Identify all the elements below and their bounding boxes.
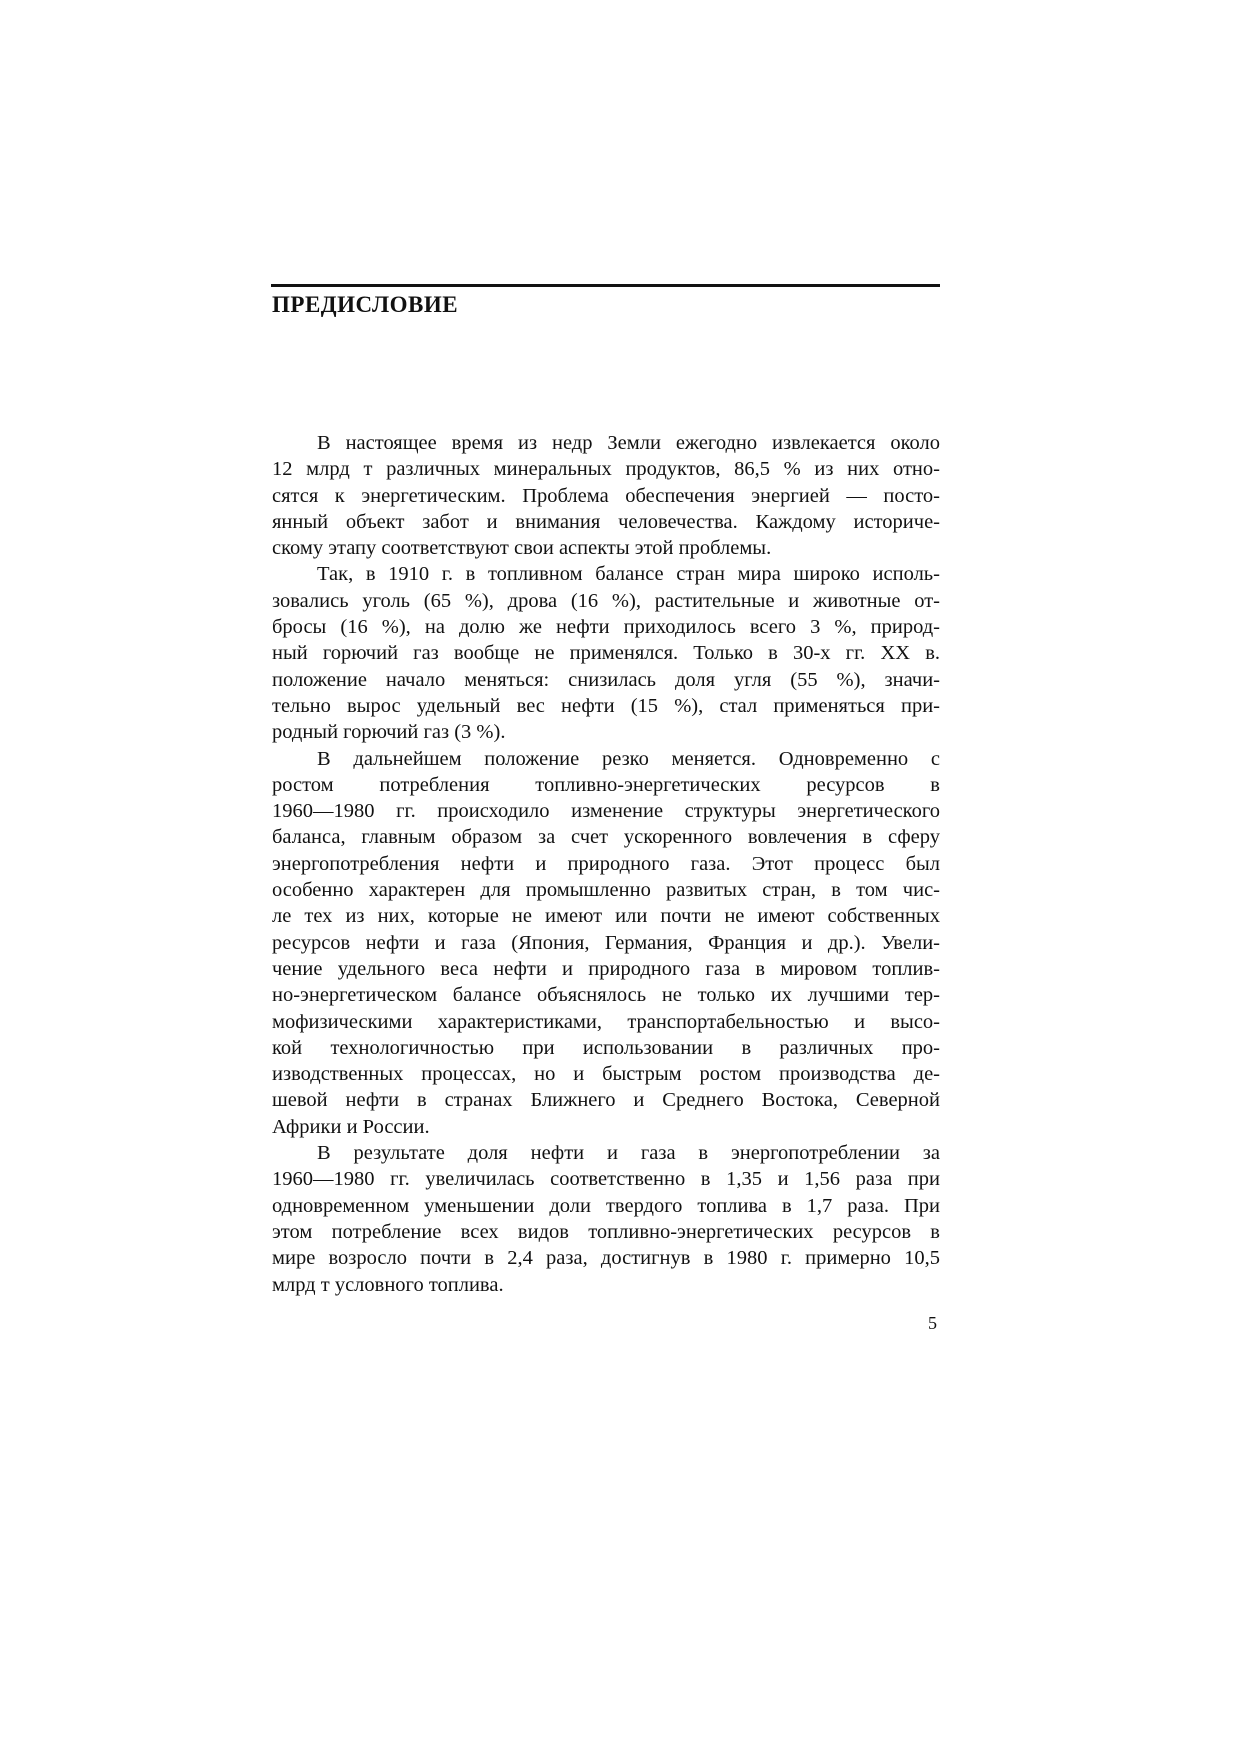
page-number: 5	[928, 1313, 937, 1333]
text-line: ле тех из них, которые не имеют или почти не имеют собственных	[272, 905, 940, 928]
text-line: ресурсов нефти и газа (Япония, Германия, Франция и др.). Увели-	[272, 931, 940, 954]
text-line: скому этапу соответствуют свои аспекты этой проблемы.	[272, 537, 772, 560]
text-line: млрд т условного топлива.	[272, 1273, 504, 1296]
text-line: зовались уголь (65 %), дрова (16 %), растительные и животные от-	[272, 589, 940, 612]
text-line: В результате доля нефти и газа в энергопотреблении за	[317, 1142, 940, 1165]
header-rule	[271, 284, 940, 287]
text-line: Африки и России.	[272, 1115, 430, 1138]
text-line: родный горючий газ (3 %).	[272, 721, 506, 744]
text-line: В настоящее время из недр Земли ежегодно извлекается около	[317, 432, 940, 454]
text-line: но-энергетическом балансе объяснялось не только их лучшими тер-	[272, 984, 940, 1007]
body-text	[272, 430, 940, 1298]
text-line: ростом потребления топливно-энергетических ресурсов в	[272, 773, 940, 796]
text-line: сятся к энергетическим. Проблема обеспечения энергией — посто-	[272, 484, 940, 507]
text-line: мофизическими характеристиками, транспортабельностью и высо-	[272, 1010, 940, 1033]
text-line: энергопотребления нефти и природного газа. Этот процесс был	[272, 852, 940, 875]
text-line: 1960—1980 гг. происходило изменение структуры энергетического	[272, 800, 940, 823]
text-line: 12 млрд т различных минеральных продуктов, 86,5 % из них отно-	[272, 458, 940, 481]
text-line: мире возросло почти в 2,4 раза, достигнув в 1980 г. примерно 10,5	[272, 1247, 940, 1270]
text-line: изводственных процессах, но и быстрым ростом производства де-	[272, 1063, 940, 1086]
text-line: 1960—1980 гг. увеличилась соответственно в 1,35 и 1,56 раза при	[272, 1168, 940, 1191]
text-line: янный объект забот и внимания человечества. Каждому историче-	[272, 510, 940, 533]
text-line: шевой нефти в странах Ближнего и Среднего Востока, Северной	[272, 1089, 940, 1112]
text-line: одновременном уменьшении доли твердого топлива в 1,7 раза. При	[272, 1194, 940, 1217]
text-line: ный горючий газ вообще не применялся. Только в 30-х гг. XX в.	[272, 642, 940, 665]
text-line: В дальнейшем положение резко меняется. Одновременно с	[317, 747, 940, 770]
text-line: бросы (16 %), на долю же нефти приходилось всего 3 %, природ-	[272, 616, 940, 639]
text-line: кой технологичностью при использовании в различных про-	[272, 1036, 940, 1059]
text-line: особенно характерен для промышленно развитых стран, в том чис-	[272, 879, 940, 902]
text-line: Так, в 1910 г. в топливном балансе стран мира широко исполь-	[317, 563, 940, 586]
text-line: баланса, главным образом за счет ускоренного вовлечения в сферу	[272, 826, 940, 849]
text-line: положение начало меняться: снизилась доля угля (55 %), значи-	[272, 668, 940, 691]
text-line: тельно вырос удельный вес нефти (15 %), стал применяться при-	[272, 694, 940, 717]
text-line: чение удельного веса нефти и природного газа в мировом топлив-	[272, 957, 940, 980]
chapter-title: ПРЕДИСЛОВИЕ	[272, 292, 459, 317]
text-line: этом потребление всех видов топливно-энергетических ресурсов в	[272, 1220, 940, 1243]
